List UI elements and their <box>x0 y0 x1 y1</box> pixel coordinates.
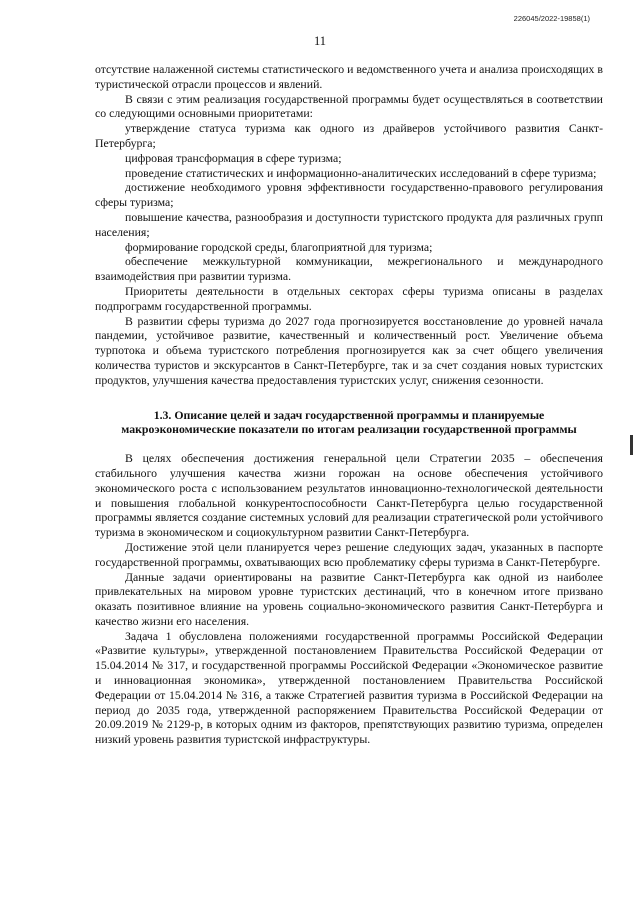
document-registration-code: 226045/2022-19858(1) <box>513 14 590 23</box>
scan-margin-mark <box>630 435 633 455</box>
priority-item: утверждение статуса туризма как одного из драйверов устойчивого развития Санкт-Петербурга; <box>95 121 603 150</box>
priority-item: формирование городской среды, благоприятной для туризма; <box>125 239 433 254</box>
priority-item: проведение статистических и информационно-аналитических исследований в сфере туризма; <box>125 165 597 180</box>
paragraph: Данные задачи ориентированы на развитие Санкт-Петербурга как одной из наиболее привлекательных на мировом уровне туристских дестинаций, что в конечном итоге призвано оказать позитивное влияние на уровень социально-экономического развития Санкт-Петербурга и качество жизни его населения. <box>95 569 603 628</box>
section-heading <box>95 408 603 438</box>
priority-item: достижение необходимого уровня эффективности государственно-правового регулирования сферы туризма; <box>95 180 603 210</box>
paragraph: Приоритеты деятельности в отдельных секторах сферы туризма описаны в разделах подпрограмм государственной программы. <box>95 283 603 313</box>
priority-item: цифровая трансформация в сфере туризма; <box>125 150 342 165</box>
paragraphs-top-block <box>95 62 603 388</box>
section-heading-line-1: 1.3. Описание целей и задач государственной программы и планируемые <box>153 407 545 422</box>
paragraph: В связи с этим реализация государственной программы будет осуществляться в соответствии со следующими основными приоритетами: <box>95 91 603 121</box>
paragraph: отсутствие налаженной системы статистического и ведомственного учета и анализа происходящих в туристической отрасли процессов и явлений. <box>95 62 603 91</box>
paragraph: Задача 1 обусловлена положениями государственной программы Российской Федерации «Развитие культуры», утвержденной постановлением Правительства Российской Федерации от 15.04.2014 № 317, и государственной программы Российской Федерации «Экономическое развитие и инновационная экономика», утвержденной постановлением Правительства Российской Федерации от 15.04.2014 № 316, а также Стратегией развития туризма в Российской Федерации на период до 2035 года, утвержденной распоряжением Правительства Российской Федерации от 20.09.2019 № 2129-р, в которых одним из факторов, препятствующих развитию туризма, определен низкий уровень развития туристской инфраструктуры. <box>95 628 603 747</box>
paragraph: В целях обеспечения достижения генеральной цели Стратегии 2035 – обеспечения стабильного улучшения качества жизни горожан на основе обеспечения устойчивого экономического роста с использованием результатов инновационно-технологической деятельности и повышения глобальной конкурентоспособности Санкт-Петербурга целью государственной программы является создание системных условий для реализации стратегической роли устойчивого туризма в экономическом и социокультурном развитии Санкт-Петербурга. <box>95 451 603 540</box>
paragraphs-bottom-block <box>95 451 603 747</box>
paragraph: Достижение этой цели планируется через решение следующих задач, указанных в паспорте государственной программы, охватывающих всю проблематику сферы туризма в Санкт-Петербурге. <box>95 539 603 569</box>
priority-item: обеспечение межкультурной коммуникации, межрегионального и международного взаимодействия при развитии туризма. <box>95 254 603 284</box>
paragraph: В развитии сферы туризма до 2027 года прогнозируется восстановление до уровней начала пандемии, устойчивое развитие, качественный и количественный рост. Увеличение объема турпотока и объема туристского потребления прогнозируется как за счет общего увеличения количества туристов и экскурсантов в Санкт-Петербурге, так и за счет создания новых туристских продуктов, улучшения качества предоставления туристских услуг, снижения сезонности. <box>95 313 603 387</box>
document-body <box>95 62 603 747</box>
section-heading-line-2: макроэкономические показатели по итогам реализации государственной программы <box>121 422 577 437</box>
page-number: 11 <box>313 34 327 48</box>
priority-item: повышение качества, разнообразия и доступности туристского продукта для различных групп населения; <box>95 209 603 239</box>
